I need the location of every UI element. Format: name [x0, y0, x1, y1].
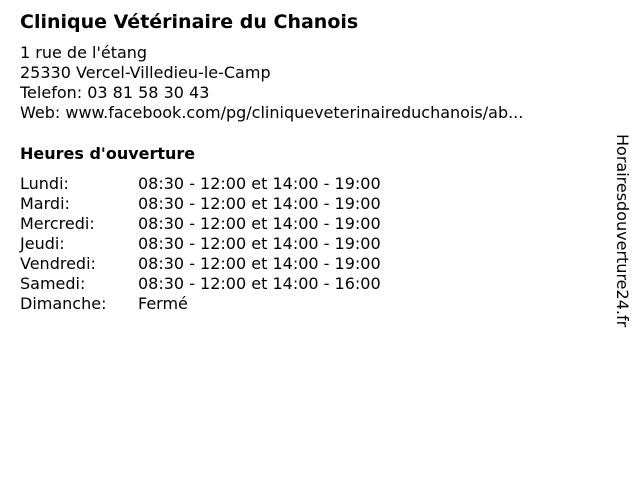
time-value: Fermé [138, 294, 188, 313]
business-info [20, 43, 523, 123]
time-value: 08:30 - 12:00 et 14:00 - 19:00 [138, 254, 381, 273]
business-name: Clinique Vétérinaire du Chanois [20, 11, 359, 33]
website-link: Web: www.facebook.com/pg/cliniqueveterinaireduchanois/ab... [20, 103, 524, 122]
day-label: Mercredi: [20, 214, 95, 233]
day-label: Vendredi: [20, 254, 96, 273]
time-value: 08:30 - 12:00 et 14:00 - 19:00 [138, 194, 381, 213]
hours-row-wednesday [20, 214, 381, 234]
hours-table [20, 174, 381, 314]
time-value: 08:30 - 12:00 et 14:00 - 16:00 [138, 274, 381, 293]
day-label: Dimanche: [20, 294, 107, 313]
hours-heading: Heures d'ouverture [20, 144, 196, 163]
phone-number: Telefon: 03 81 58 30 43 [20, 83, 210, 102]
day-label: Lundi: [20, 174, 69, 193]
hours-row-tuesday [20, 194, 381, 214]
hours-row-thursday [20, 234, 381, 254]
hours-row-monday [20, 174, 381, 194]
time-value: 08:30 - 12:00 et 14:00 - 19:00 [138, 214, 381, 233]
day-label: Jeudi: [20, 234, 65, 253]
day-label: Samedi: [20, 274, 86, 293]
day-label: Mardi: [20, 194, 70, 213]
time-value: 08:30 - 12:00 et 14:00 - 19:00 [138, 174, 381, 193]
time-value: 08:30 - 12:00 et 14:00 - 19:00 [138, 234, 381, 253]
street-address: 1 rue de l'étang [20, 43, 148, 62]
city-address: 25330 Vercel-Villedieu-le-Camp [20, 63, 271, 82]
hours-row-saturday [20, 274, 381, 294]
hours-row-sunday [20, 294, 381, 314]
hours-row-friday [20, 254, 381, 274]
site-watermark [612, 134, 632, 374]
watermark-text: Horairesdouverture24.fr [613, 134, 632, 328]
